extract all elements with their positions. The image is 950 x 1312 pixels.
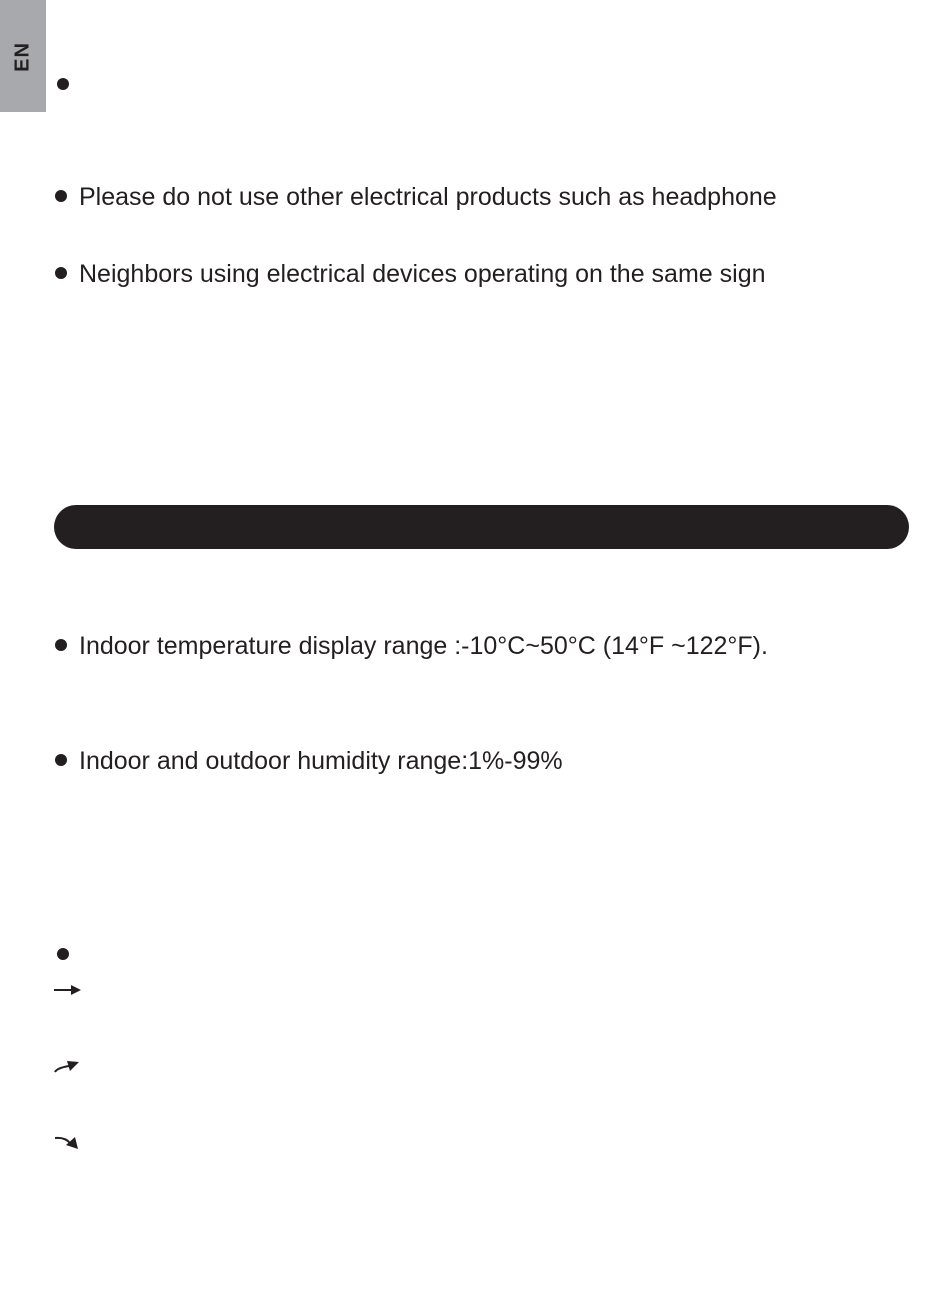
- bullet-dot-icon: [55, 190, 67, 202]
- list-item: [55, 259, 766, 289]
- list-item-text: Indoor temperature display range :-10°C~50°C (14°F ~122°F).: [79, 632, 768, 660]
- list-item-text: Neighbors using electrical devices operating on the same sign: [79, 260, 766, 288]
- bullet-dot-icon: [57, 78, 69, 90]
- bullet-dot-icon: [55, 639, 67, 651]
- section-header-bar: [54, 505, 909, 549]
- arrow-up-right-icon: [53, 1057, 83, 1075]
- arrow-down-right-icon: [53, 1133, 83, 1151]
- language-tab-label: EN: [11, 42, 34, 72]
- bullet-dot-icon: [57, 948, 69, 960]
- bullet-dot-icon: [55, 754, 67, 766]
- list-item-text: Indoor and outdoor humidity range:1%-99%: [79, 747, 563, 775]
- arrow-right-icon: [53, 981, 83, 999]
- list-item: [55, 631, 768, 661]
- bullet-dot-icon: [55, 267, 67, 279]
- language-tab: [0, 0, 46, 112]
- list-item-text: Please do not use other electrical products such as headphone: [79, 183, 777, 211]
- list-item: [55, 182, 777, 212]
- list-item: [55, 746, 563, 776]
